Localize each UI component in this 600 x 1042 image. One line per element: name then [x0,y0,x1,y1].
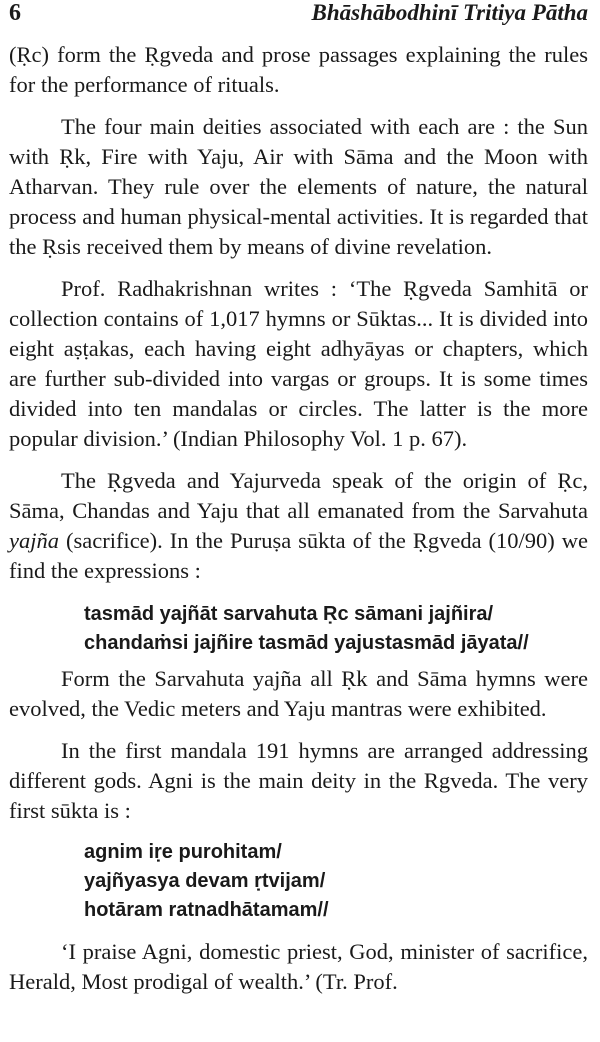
paragraph-4 [9,466,588,586]
verse-line: hotāram ratnadhātamam// [84,899,329,921]
paragraph-4-start: The Ṛgveda and Yajurveda speak of the origin of Ṛc, Sāma, Chandas and Yaju that all emanated from the Sarvahuta [9,468,588,523]
page-number: 6 [9,0,21,26]
verse-line: agnim iṛe purohitam/ [84,841,282,863]
paragraph-3: Prof. Radhakrishnan writes : ‘The Ṛgveda Samhitā or collection contains of 1,017 hymns or Sūktas... It is divided into eight aṣṭakas, each having eight adhyāyas or chapters, which are further sub-divided into vargas or groups. It is some times divided into ten mandalas or circles. The latter is the more popular division.’ (Indian Philosophy Vol. 1 p. 67). [9,276,588,451]
paragraph-7: ‘I praise Agni, domestic priest, God, minister of sacrifice, Herald, Most prodigal of wealth.’ (Tr. Prof. [9,939,588,994]
running-header [9,0,588,40]
verse-line: tasmād yajñāt sarvahuta Ṛc sāmani jajñira/ [84,603,494,625]
paragraph-2: The four main deities associated with each are : the Sun with Ṛk, Fire with Yaju, Air with Sāma and the Moon with Atharvan. They rule over the elements of nature, the natural process and human physical-mental activities. It is regarded that the Ṛsis received them by means of divine revelation. [9,114,588,259]
verse-block-1 [9,600,588,658]
running-title: Bhāshābodhinī Tritiya Pātha [311,0,588,25]
verse-block-2 [9,838,588,925]
verse-line: chandaṁsi jajñire tasmād yajustasmād jāyata// [84,632,529,654]
paragraph-5: Form the Sarvahuta yajña all Ṛk and Sāma hymns were evolved, the Vedic meters and Yaju mantras were exhibited. [9,666,588,721]
paragraph-1: (Ṛc) form the Ṛgveda and prose passages explaining the rules for the performance of rituals. [9,42,588,97]
verse-line: yajñyasya devam ṛtvijam/ [84,870,326,892]
paragraph-6: In the first mandala 191 hymns are arranged addressing different gods. Agni is the main deity in the Rgveda. The very first sūkta is : [9,738,588,823]
paragraph-4-end: (sacrifice). In the Puruṣa sūkta of the Ṛgveda (10/90) we find the expressions : [9,528,588,583]
yajna-word: yajña [9,528,59,553]
